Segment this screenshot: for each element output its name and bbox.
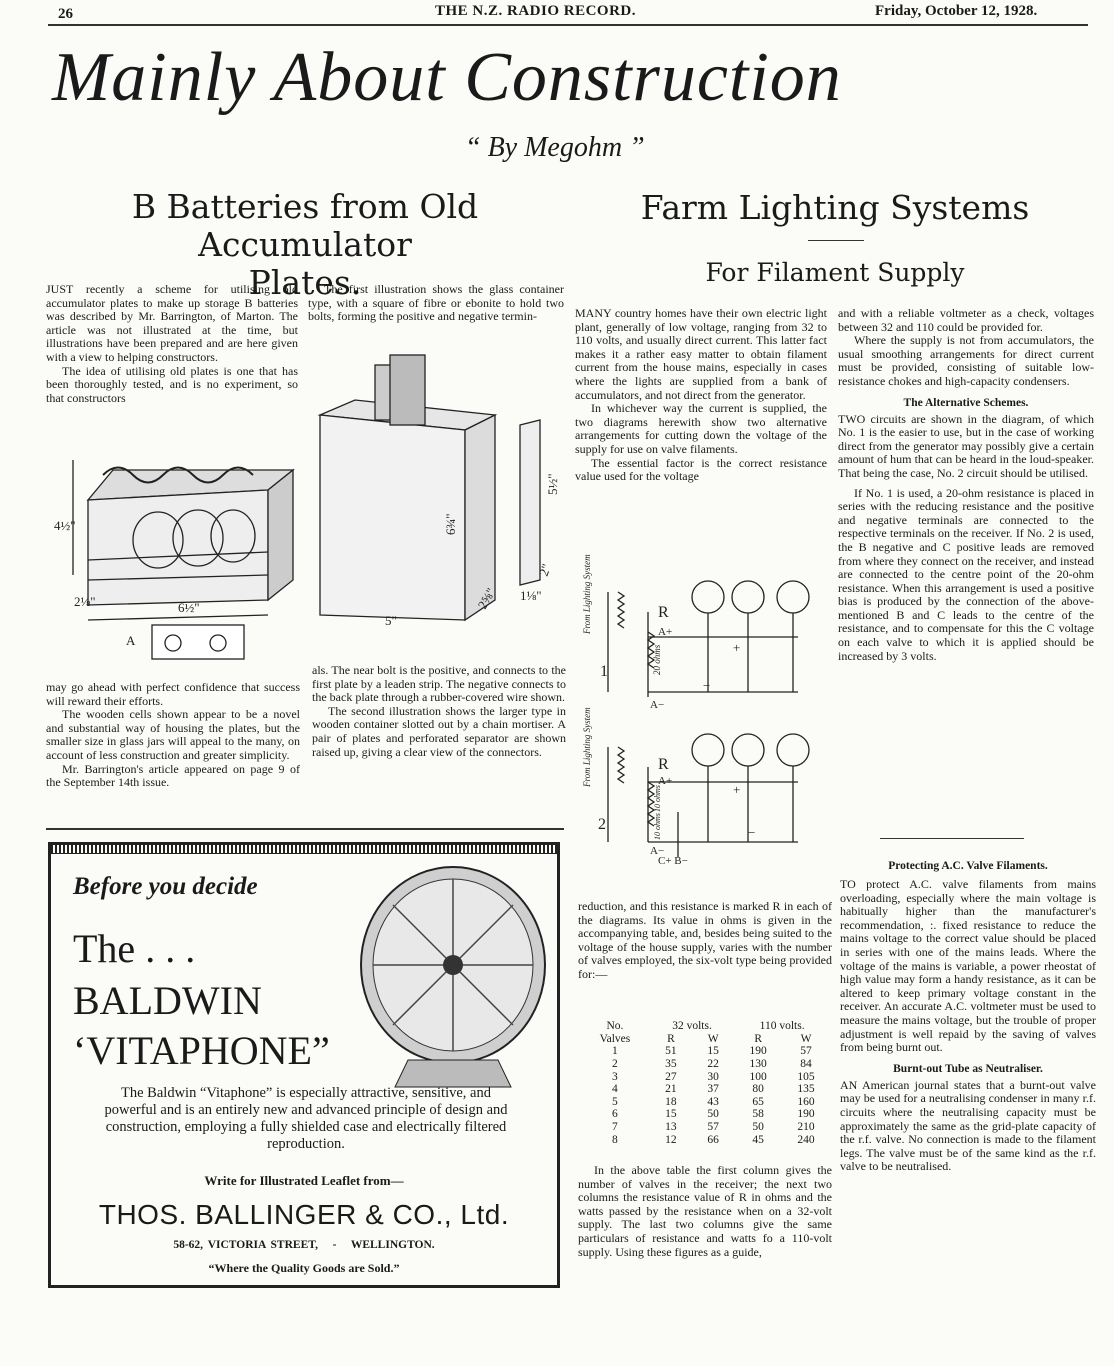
page-title: Mainly About Construction [52, 39, 842, 116]
article1-col1-p2: The idea of utilising old plates is one that has been thoroughly tested, and is no experiment, so that constructors [46, 363, 298, 405]
article1-col1-p3: may go ahead with perfect confidence that success will reward their efforts. [46, 680, 300, 708]
fig1-plus: + [733, 640, 741, 655]
article1-col2 [308, 283, 564, 324]
article1-heading-line1: B Batteries from Old Accumulator [131, 187, 479, 264]
article1-col2-p2: als. The near bolt is the positive, and connects to the first plate by a leaden strip. The negative connects to the back plate through a rubber-covered wire shown. [312, 663, 566, 705]
article2-reduction [578, 900, 832, 982]
fig1-r-label: R [658, 604, 669, 621]
table-head1-col1: 32 volts. [672, 1020, 712, 1033]
ad-body: The Baldwin “Vitaphone” is especially attractive, sensitive, and powerful and is an entirely new and advanced principle of design and construction, employing a fully shielded case and electrically filtered reproduction. [104, 1085, 508, 1152]
baldwin-advertisement [48, 842, 560, 1288]
fig2-number: 2 [598, 816, 606, 833]
circuit-diagrams [578, 554, 834, 867]
protect-text: TO protect A.C. valve filaments from mains overloading, especially where the main voltage is habitually higher than the manufacturer's recommendation, :. fixed resistance to reduce the mains voltage to the correct value should be placed in series with one of the mains leads. Where the voltage of the mains is variable, a power rheostat of high value may form a handy resistance, as it can be altered to keep primary voltage constant in the receiver. An accurate A.C. voltmeter must be used to measure the mains voltage, but the trouble of proper adjustment is well repaid by the saving of valves from being burnt out. [840, 877, 1096, 1055]
fig1-height-label: 4½" [54, 518, 76, 533]
fig2-a-plus: A+ [658, 775, 673, 787]
fig2-a-minus: A− [650, 845, 665, 857]
article1-col1 [46, 283, 298, 405]
ad-address-street: VICTORIA STREET, [207, 1239, 318, 1251]
ad-address-number: 58-62, [173, 1239, 204, 1251]
alt-schemes-p1: TWO circuits are shown in the diagram, of which No. 1 is the easier to use, but in the case of working direct from the generator may possibly give a certain amount of hum that can be heard in the loud-speaker. That being the case, No. 2 circuit should be utilised. [838, 411, 1094, 480]
fig1-depth-label: 2⅛" [74, 594, 96, 609]
wooden-cell-illustration [48, 440, 310, 665]
table-head1-col0: No. [606, 1020, 624, 1033]
fig2-source-label: From Lighting System [582, 707, 592, 787]
page-number: 26 [58, 6, 73, 22]
table-head2-col2: W [707, 1032, 719, 1045]
masthead-rule [48, 24, 1088, 26]
ad-company: THOS. BALLINGER & CO., Ltd. [98, 1199, 510, 1230]
article2-divider [880, 838, 1024, 839]
table-row: 5 18 43 65 160 [612, 1095, 815, 1108]
fig2-minus: − [748, 825, 756, 840]
table-row: 7 13 57 50 210 [612, 1121, 815, 1134]
fig2-height-label: 6¾" [443, 513, 458, 535]
article2-table-explanation [578, 1164, 832, 1259]
ad-address-separator: - [332, 1239, 337, 1251]
fig2-depth-label: 2⅝" [474, 585, 499, 612]
separator-height-label: 5½" [545, 473, 560, 495]
article2-heading: Farm Lighting Systems [640, 188, 1030, 227]
issue-date: Friday, October 12, 1928. [875, 3, 1038, 19]
publication-name: THE N.Z. RADIO RECORD. [435, 3, 637, 19]
reduction-text: reduction, and this resistance is marked R in each of the diagrams. Its value in ohms is given in the accompanying table, and, besides being suited to the voltage of the house supply, varies with the number of valves employed, the six-volt type being provided for:— [578, 899, 832, 981]
table-row: 3 27 30 100 105 [612, 1070, 815, 1083]
article1-heading-line2: Plates. [248, 263, 362, 302]
separator-depth-label: 1⅛" [520, 588, 542, 603]
article2-col-b-p1: and with a reliable voltmeter as a check, voltages between 32 and 110 could be provided for. [838, 306, 1094, 334]
ad-top-border [51, 845, 557, 854]
fig1-source-label: From Lighting System [582, 554, 592, 634]
protect-heading: Protecting A.C. Valve Filaments. [888, 860, 1048, 872]
ad-brand: BALDWIN [73, 978, 262, 1023]
table-row: 8 12 66 45 240 [612, 1133, 815, 1146]
article2-col-a-p2: In whichever way the current is supplied, the two diagrams herewith show two alternative arrangements for cutting down the voltage of the supply for use on valve filaments. [575, 401, 827, 456]
ad-product: ‘VITAPHONE” [73, 1028, 330, 1073]
ad-slogan: “Where the Quality Goods are Sold.” [208, 1261, 400, 1275]
fig2-width-label: 5" [385, 613, 397, 628]
separator-width-label: 2" [535, 561, 554, 579]
article2-heading-rule [808, 240, 864, 241]
fig1-width-label: 6½" [178, 600, 200, 615]
glass-container-illustration [315, 345, 570, 628]
resistance-table [580, 1020, 830, 1146]
table-head2-col0: Valves [599, 1032, 631, 1045]
fig2-plus: + [733, 782, 741, 797]
table-row: 4 21 37 80 135 [612, 1083, 815, 1096]
table-head2-col1: R [667, 1032, 675, 1045]
article1-col2-p3: The second illustration shows the larger type in wooden container slotted out by a chain mortiser. A pair of plates and perforated separator are shown raised up, giving a clear view of the connectors. [312, 703, 566, 759]
table-row: 2 35 22 130 84 [612, 1058, 812, 1071]
table-head1-col3: 110 volts. [759, 1020, 805, 1033]
article2-col-a-p1: MANY country homes have their own electric light plant, generally of low voltage, ranging from 32 to 110 volts, and usually direct current. This latter fact makes it a rather easy matter to obtain filament current from the house mains, especially in cases where the lights are supplied from a bank of accumulators, and not direct from the generator. [575, 306, 827, 402]
article2-col-b [838, 307, 1094, 663]
fig2-10-ohms-a: 10 ohms [653, 785, 662, 812]
ad-cta: Write for Illustrated Leaflet from— [204, 1173, 404, 1188]
article1-col1-p5: Mr. Barrington's article appeared on page 9 of the September 14th issue. [46, 761, 300, 790]
ad-address-city: WELLINGTON. [350, 1239, 435, 1251]
fig1-terminal-label: A [126, 633, 136, 648]
alt-schemes-p2: If No. 1 is used, a 20-ohm resistance is placed in series with the reducing resistance and the positive and negative terminals are connected to the respective terminals on the receiver. If No. 2 is used, the B negative and C positive leads are removed from where they connect on the receiver, and instead are connected to the centre point of the 20-ohm resistance. When this arrangement is used a positive bias is produced by the connection of the above-mentioned B and C leads to the centre of the resistance, and to compensate for this the C voltage on each valve to which it is applied should be increased by 3 volts. [838, 485, 1094, 663]
fig1-minus: − [703, 678, 711, 693]
article1-col2-p1: The first illustration shows the glass container type, with a square of fibre or ebonite to hold two bolts, forming the positive and negative termin- [308, 282, 564, 324]
article1-col2-continued [312, 664, 566, 759]
table-row: 1 51 15 190 57 [612, 1045, 812, 1058]
burnt-heading: Burnt-out Tube as Neutraliser. [893, 1062, 1043, 1075]
ad-address [51, 1239, 557, 1251]
burnt-text: AN American journal states that a burnt-out valve may be used for a neutralising condenser in many r.f. circuits where the neutralising capacity must be approximately the same as the grid-plate capacity of the r.f. valve. No connection is made to the filament legs. The valve must be of the same kind as the r.f. valve to be neutralised. [840, 1077, 1096, 1174]
fig1-a-plus: A+ [658, 626, 673, 638]
table-head2-col3: R [754, 1032, 762, 1045]
fig2-cb-label: C+ B− [658, 855, 688, 867]
article1-col1-p1: JUST recently a scheme for utilising old accumulator plates to make up storage B batteries was described by Mr. Barrington, of Marton. The article was not illustrated at the time, but illustrations have been prepared and are here given with a view to helping constructors. [46, 282, 298, 364]
article2-col-a-p3: The essential factor is the correct resistance value used for the voltage [575, 455, 827, 484]
article1-col1-p4: The wooden cells shown appear to be a novel and substantial way of housing the plates, but the smaller size in glass jars will appeal to the many, on account of less construction and greater simplicity. [46, 707, 300, 762]
vitaphone-speaker-image [353, 855, 553, 1105]
ad-the: The . . . [73, 926, 196, 971]
fig1-number: 1 [600, 663, 608, 680]
article2-col-b-p2: Where the supply is not from accumulators, the usual smoothing arrangements for direct current must be provided, consisting of suitable low-resistance chokes and high-capacity condensers. [838, 333, 1094, 388]
byline: “ By Megohm ” [465, 132, 645, 163]
alt-schemes-heading: The Alternative Schemes. [903, 396, 1029, 409]
table-head2-col4: W [800, 1032, 812, 1045]
article1-col1-continued [46, 681, 300, 790]
ad-tagline: Before you decide [73, 873, 258, 900]
article1-end-rule [46, 828, 564, 830]
table-row: 6 15 50 58 190 [612, 1108, 815, 1121]
fig1-a-minus: A− [650, 699, 665, 711]
table-explanation-text: In the above table the first column gives the number of valves in the receiver; the next two columns the resistance value of R in ohms and the watts passed by the resistance when on a 32-volt supply. The last two columns give the same particulars of resistance and watts fo a 110-volt supply. Using these figures as a guide, [578, 1163, 832, 1259]
fig2-10-ohms-b: 10 ohms [653, 813, 662, 840]
fig2-r-label: R [658, 756, 669, 773]
article2-col-a [575, 307, 827, 484]
fig1-20-ohms: 20 ohms [652, 644, 662, 675]
article2-right-lower [840, 860, 1096, 1174]
article2-subheading: For Filament Supply [705, 258, 965, 287]
